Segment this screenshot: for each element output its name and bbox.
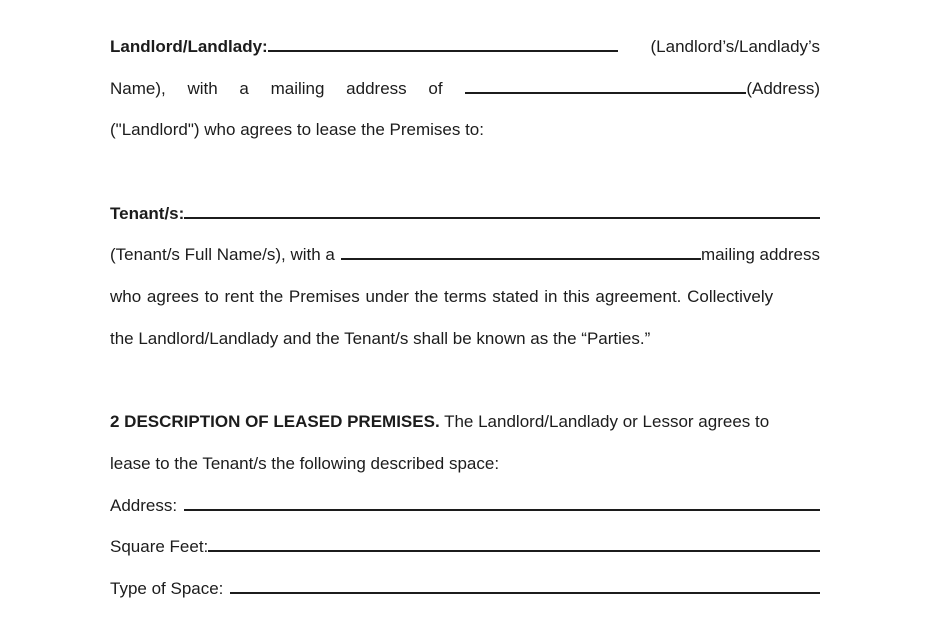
tenant-line-1 bbox=[110, 193, 820, 235]
landlord-label: Landlord/Landlady: bbox=[110, 37, 268, 56]
address-field-blank bbox=[184, 509, 820, 511]
landlord-name-blank bbox=[268, 50, 618, 52]
section-2-body-line bbox=[110, 443, 820, 485]
tenant-line-2 bbox=[110, 234, 820, 276]
section-2-title: 2 DESCRIPTION OF LEASED PREMISES. bbox=[110, 412, 440, 432]
tenant-name-caption: (Tenant/s Full Name/s), with a bbox=[110, 245, 335, 265]
square-feet-field-label: Square Feet: bbox=[110, 537, 209, 557]
tenant-label: Tenant/s: bbox=[110, 203, 185, 223]
blank-spacer-line bbox=[110, 360, 820, 402]
landlord-intro-line-3 bbox=[110, 109, 820, 151]
tenant-name-blank bbox=[184, 217, 820, 219]
landlord-name-caption-2: Name), with a mailing address of bbox=[110, 78, 443, 98]
landlord-name-caption-1: (Landlord’s/Landlady’s bbox=[650, 37, 820, 56]
landlord-intro-line-2 bbox=[110, 68, 820, 110]
square-feet-field-blank bbox=[208, 550, 820, 552]
tenant-line-3 bbox=[110, 276, 820, 318]
type-of-space-field-blank bbox=[230, 592, 820, 594]
type-of-space-field-line bbox=[110, 568, 820, 610]
landlord-address-blank bbox=[465, 92, 747, 94]
landlord-intro-line-1 bbox=[110, 26, 820, 68]
landlord-agrees-text: ("Landlord") who agrees to lease the Premises to: bbox=[110, 120, 484, 140]
landlord-address-caption: (Address) bbox=[746, 78, 820, 98]
tenant-agrees-text: who agrees to rent the Premises under the terms stated in this agreement. Collectively bbox=[110, 287, 774, 307]
tenant-line-4 bbox=[110, 318, 820, 360]
tenant-address-caption: mailing address bbox=[700, 245, 820, 265]
address-field-label: Address: bbox=[110, 495, 178, 515]
address-field-line bbox=[110, 485, 820, 527]
tenant-address-blank bbox=[341, 258, 701, 260]
parties-text: the Landlord/Landlady and the Tenant/s shall be known as the “Parties.” bbox=[110, 328, 651, 348]
section-2-heading-line bbox=[110, 401, 820, 443]
section-2-body-2: lease to the Tenant/s the following described space: bbox=[110, 453, 500, 473]
type-of-space-field-label: Type of Space: bbox=[110, 578, 224, 598]
square-feet-field-line bbox=[110, 526, 820, 568]
blank-spacer-line bbox=[110, 151, 820, 193]
document-body bbox=[110, 26, 820, 610]
section-2-body-1: The Landlord/Landlady or Lessor agrees to bbox=[439, 412, 770, 432]
